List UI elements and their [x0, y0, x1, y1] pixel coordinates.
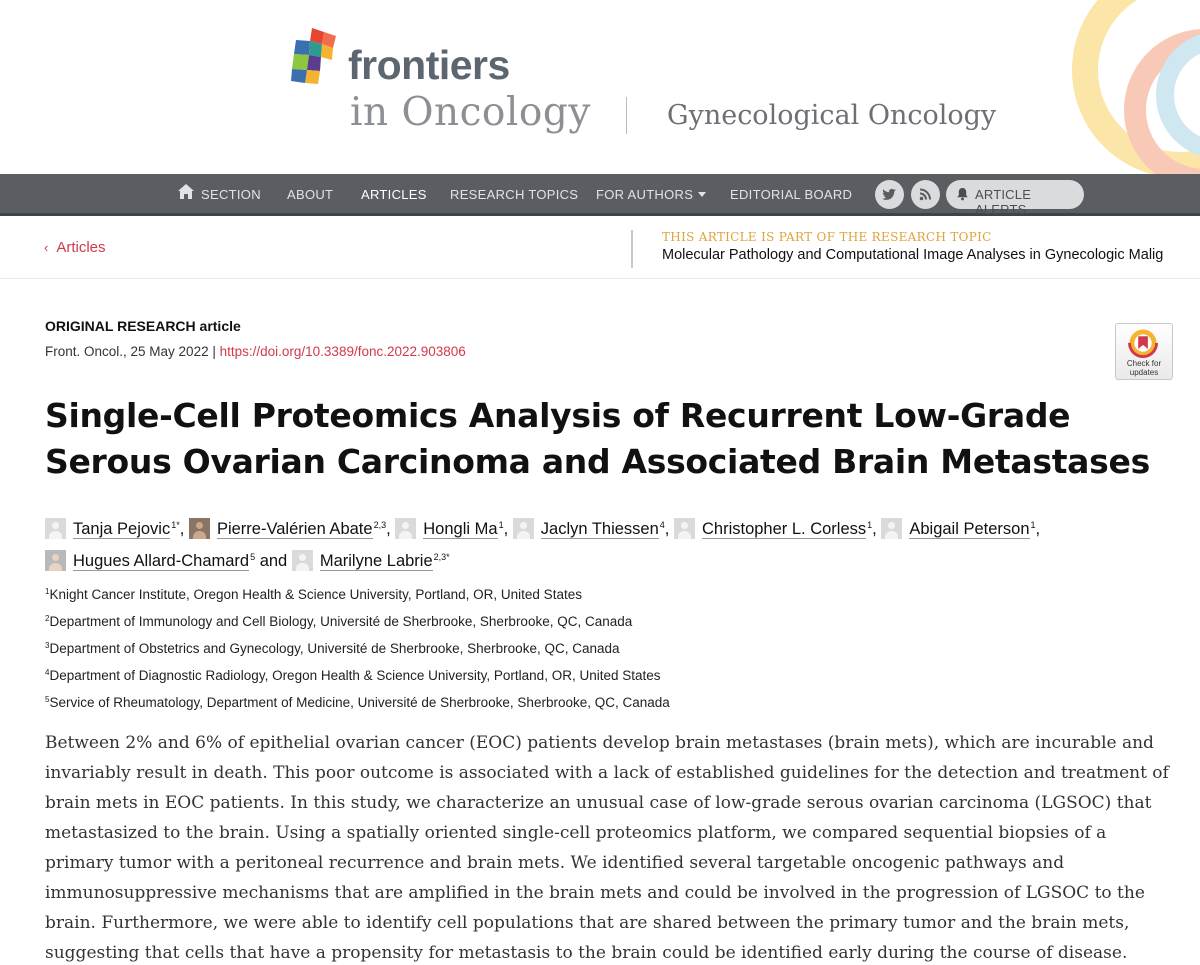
crossmark-icon [1116, 326, 1172, 362]
author-separator: , [179, 520, 185, 538]
author-item[interactable] [395, 520, 503, 538]
article-alerts-button[interactable] [946, 180, 1084, 217]
affiliation-number: 5 [45, 695, 50, 704]
author-affiliation-marker: 4 [659, 520, 665, 530]
home-icon[interactable] [177, 183, 195, 200]
author-separator: and [255, 552, 288, 570]
author-affiliation-marker: 2,3 [373, 520, 387, 530]
research-topic-kicker: THIS ARTICLE IS PART OF THE RESEARCH TOPIC [662, 230, 992, 244]
nav-section[interactable]: SECTION [201, 187, 261, 202]
author-avatar[interactable] [189, 518, 210, 539]
check-for-updates-badge[interactable] [1115, 323, 1173, 380]
author-name[interactable]: Pierre-Valérien Abate [216, 520, 373, 538]
meta-separator: | [208, 344, 220, 359]
main-nav [0, 174, 1200, 216]
affiliation-text: Department of Obstetrics and Gynecology, Université de Sherbrooke, Sherbrooke, QC, Canada [49, 641, 620, 656]
chevron-down-icon [698, 192, 706, 197]
author-affiliation-marker: 5 [250, 552, 256, 562]
author-name[interactable]: Tanja Pejovic [73, 520, 171, 538]
section-name[interactable]: Gynecological Oncology [667, 100, 997, 131]
chevron-left-icon: ‹ [44, 240, 49, 255]
author-name[interactable]: Christopher L. Corless [701, 520, 867, 538]
header-divider [626, 97, 627, 134]
article-alerts-label: ARTICLE ALERTS [975, 187, 1032, 217]
author-affiliation-marker: 1 [867, 520, 873, 530]
author-name[interactable]: Marilyne Labrie [319, 552, 433, 570]
author-avatar[interactable] [395, 518, 416, 539]
doi-link[interactable]: https://doi.org/10.3389/fonc.2022.903806 [219, 344, 466, 359]
affiliation-item [45, 607, 670, 634]
bell-icon [956, 187, 969, 201]
author-separator: , [503, 520, 509, 538]
author-item[interactable] [513, 520, 665, 538]
journal-reference: Front. Oncol., 25 May 2022 [45, 344, 209, 359]
research-topic-link[interactable]: Molecular Pathology and Computational Image Analyses in Gynecologic Malig [662, 247, 1164, 263]
check-for-updates-label: Check for updates [1126, 359, 1162, 377]
frontiers-logo[interactable] [290, 26, 350, 88]
decorative-rings [1030, 0, 1200, 174]
affiliation-text: Department of Diagnostic Radiology, Oregon Health & Science University, Portland, OR, United States [49, 668, 661, 683]
nav-for-authors-label: FOR AUTHORS [596, 187, 694, 202]
author-separator: , [664, 520, 670, 538]
author-separator: , [1035, 520, 1041, 538]
affiliation-list [45, 580, 670, 715]
article-type: ORIGINAL RESEARCH article [45, 318, 241, 334]
affiliation-number: 3 [45, 641, 50, 650]
author-name[interactable]: Hongli Ma [423, 520, 498, 538]
affiliation-number: 4 [45, 668, 50, 677]
abstract: Between 2% and 6% of epithelial ovarian cancer (EOC) patients develop brain metastases (brain mets), which are incurable and invariably result in death. This poor outcome is associated with a lack of established guidelines for the detection and treatment of brain mets in EOC patients. In this study, we characterize an unusual case of low-grade serous ovarian carcinoma (LGSOC) that metastasized to the brain. Using a spatially oriented single-cell proteomics platform, we compared sequential biopsies of a primary tumor with a peritoneal recurrence and brain mets. We identified several targetable oncogenic pathways and immunosuppressive mechanisms that are amplified in the brain mets and could be involved in the progression of LGSOC to the brain. Furthermore, we were able to identify cell populations that are shared between the primary tumor and the brain mets, suggesting that cells that have a propensity for metastasis to the brain could be identified early during the course of disease. [45, 733, 1169, 963]
breadcrumb-row [0, 219, 1200, 279]
back-link-label: Articles [56, 239, 106, 256]
nav-for-authors[interactable] [596, 187, 706, 202]
author-item[interactable] [674, 520, 872, 538]
author-affiliation-marker: 1* [171, 520, 180, 530]
author-separator: , [872, 520, 877, 538]
author-separator: , [386, 520, 391, 538]
nav-articles[interactable]: ARTICLES [361, 187, 427, 202]
author-affiliation-marker: 2,3* [433, 552, 450, 562]
nav-research-topics[interactable]: RESEARCH TOPICS [450, 187, 579, 202]
rss-icon [911, 180, 940, 209]
author-item[interactable] [292, 552, 450, 570]
back-to-articles-link[interactable] [44, 239, 106, 256]
author-avatar[interactable] [881, 518, 902, 539]
author-item[interactable] [881, 520, 1035, 538]
topic-divider [631, 230, 633, 268]
author-name[interactable]: Hugues Allard-Chamard [73, 552, 250, 570]
author-avatar[interactable] [513, 518, 534, 539]
twitter-button[interactable] [875, 180, 904, 209]
affiliation-text: Service of Rheumatology, Department of Medicine, Université de Sherbrooke, Sherbrooke, QC, Canada [49, 695, 670, 710]
article-title: Single-Cell Proteomics Analysis of Recurrent Low-Grade Serous Ovarian Carcinoma and Associated Brain Metastases [45, 396, 1150, 481]
author-avatar[interactable] [674, 518, 695, 539]
affiliation-item [45, 688, 670, 715]
affiliation-text: Department of Immunology and Cell Biology, Université de Sherbrooke, Sherbrooke, QC, Canada [49, 614, 633, 629]
author-affiliation-marker: 1 [498, 520, 504, 530]
author-item[interactable] [45, 520, 180, 538]
affiliation-number: 2 [45, 614, 50, 623]
author-avatar[interactable] [45, 518, 66, 539]
journal-name[interactable]: in Oncology [350, 90, 591, 135]
author-item[interactable] [45, 552, 255, 570]
author-list [45, 511, 1175, 575]
affiliation-item [45, 661, 670, 688]
author-affiliation-marker: 1 [1030, 520, 1036, 530]
affiliation-item [45, 580, 670, 607]
article-meta [45, 344, 466, 359]
author-avatar[interactable] [45, 550, 66, 571]
author-name[interactable]: Abigail Peterson [909, 520, 1030, 538]
site-header [0, 0, 1200, 174]
affiliation-number: 1 [45, 587, 50, 596]
twitter-icon [875, 180, 904, 209]
affiliation-text: Knight Cancer Institute, Oregon Health & Science University, Portland, OR, United States [49, 587, 582, 602]
author-item[interactable] [189, 520, 386, 538]
nav-editorial-board[interactable]: EDITORIAL BOARD [730, 187, 853, 202]
affiliation-item [45, 634, 670, 661]
nav-about[interactable]: ABOUT [287, 187, 334, 202]
author-avatar[interactable] [292, 550, 313, 571]
author-name[interactable]: Jaclyn Thiessen [540, 520, 659, 538]
rss-button[interactable] [911, 180, 940, 209]
brand-wordmark[interactable]: frontiers [348, 42, 510, 88]
